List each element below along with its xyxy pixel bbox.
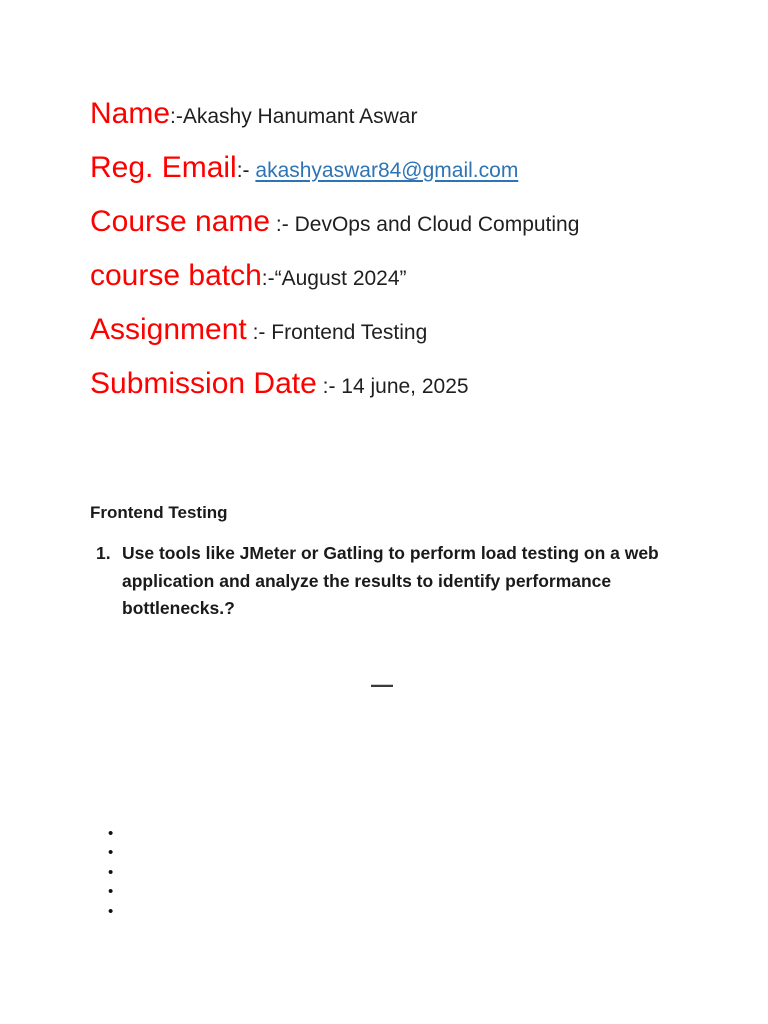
- field-name: [90, 87, 728, 141]
- field-separator: :-: [261, 267, 275, 290]
- empty-bullet-item: •: [108, 825, 114, 842]
- field-separator: :-: [316, 375, 342, 398]
- field-value: Akashy Hanumant Aswar: [182, 105, 418, 128]
- field-submission-date: [90, 357, 728, 411]
- field-course-batch: [90, 249, 728, 303]
- field-reg-email: [90, 141, 728, 195]
- assignment-section: [90, 500, 690, 623]
- empty-bullet-item: •: [108, 902, 114, 920]
- field-value: DevOps and Cloud Computing: [294, 213, 580, 236]
- field-label: Reg. Email: [90, 151, 237, 184]
- field-value: 14 june, 2025: [341, 375, 469, 398]
- question-item: [90, 540, 690, 623]
- header-field-list: [90, 87, 728, 411]
- field-label: Assignment: [90, 313, 247, 346]
- field-separator: :-: [170, 105, 183, 128]
- empty-bullet-item: •: [108, 863, 114, 881]
- question-text: Use tools like JMeter or Gatling to perform load testing on a web application and analyze the results to identify performance bottlenecks.?: [122, 543, 659, 618]
- field-label: Submission Date: [90, 367, 317, 400]
- horizontal-dash: —: [371, 672, 393, 697]
- field-course-name: [90, 195, 728, 249]
- field-value: “August 2024”: [274, 267, 407, 290]
- question-number: 1.: [96, 543, 111, 563]
- field-label: course batch: [90, 259, 262, 292]
- empty-bullet-item: •: [108, 844, 114, 862]
- email-link[interactable]: akashyaswar84@gmail.com: [255, 159, 519, 182]
- field-value: Frontend Testing: [271, 321, 428, 344]
- field-label: Name: [90, 97, 171, 130]
- field-label: Course name: [90, 205, 271, 238]
- field-separator: :-: [270, 213, 295, 236]
- field-assignment: [90, 303, 728, 357]
- question-list: [90, 540, 690, 623]
- field-separator: :-: [236, 159, 256, 182]
- field-separator: :-: [246, 321, 272, 344]
- empty-bullet-item: •: [108, 883, 114, 901]
- section-heading: Frontend Testing: [90, 503, 228, 522]
- empty-bullet-list: [108, 824, 113, 921]
